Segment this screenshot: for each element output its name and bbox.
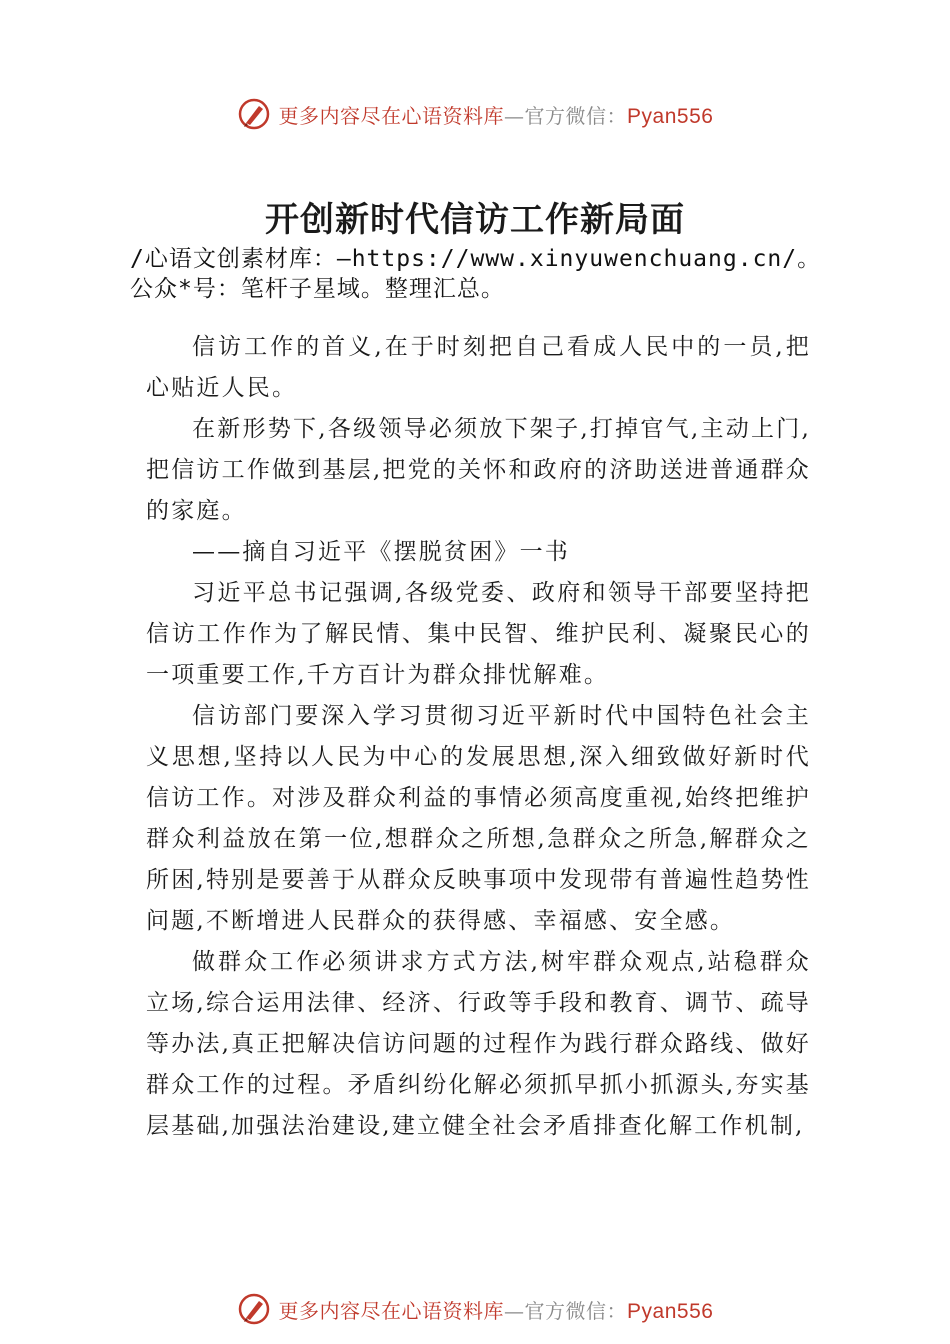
- pen-logo-icon: [237, 1292, 271, 1326]
- paragraph: 在新形势下,各级领导必须放下架子,打掉官气,主动上门,把信访工作做到基层,把党的关怀和政府的济助送进普通群众的家庭。: [146, 416, 811, 524]
- header-banner: [0, 94, 950, 134]
- paragraph: 做群众工作必须讲求方式方法,树牢群众观点,站稳群众立场,综合运用法律、经济、行政等手段和教育、调节、疏导等办法,真正把解决信访问题的过程作为践行群众路线、做好群众工作的过程。矛盾纠纷化解必须抓早抓小抓源头,夯实基层基础,加强法治建设,建立健全社会矛盾排查化解工作机制,: [146, 949, 811, 1139]
- footer-banner: [0, 1289, 950, 1329]
- paragraph: 信访工作的首义,在于时刻把自己看成人民中的一员,把心贴近人民。: [146, 334, 811, 401]
- page-title: 开创新时代信访工作新局面: [265, 200, 685, 240]
- paragraph: 习近平总书记强调,各级党委、政府和领导干部要坚持把信访工作作为了解民情、集中民智、维护民利、凝聚民心的一项重要工作,千方百计为群众排忧解难。: [146, 580, 811, 688]
- quote-attribution: ——摘自习近平《摆脱贫困》一书: [192, 539, 570, 565]
- banner-text: 更多内容尽在心语资料库—官方微信：Pyan556: [278, 1298, 714, 1323]
- source-note: /心语文创素材库：—https://www.xinyuwenchuang.cn/。公众*号：笔杆子星域。整理汇总。: [130, 246, 822, 302]
- paragraph: 信访部门要深入学习贯彻习近平新时代中国特色社会主义思想,坚持以人民为中心的发展思想,深入细致做好新时代信访工作。对涉及群众利益的事情必须高度重视,始终把维护群众利益放在第一位,想群众之所想,急群众之所急,解群众之所困,特别是要善于从群众反映事项中发现带有普遍性趋势性问题,不断增进人民群众的获得感、幸福感、安全感。: [146, 703, 811, 934]
- pen-logo-icon: [237, 97, 271, 131]
- article-body: [146, 327, 811, 1147]
- banner-text: 更多内容尽在心语资料库—官方微信：Pyan556: [278, 103, 714, 128]
